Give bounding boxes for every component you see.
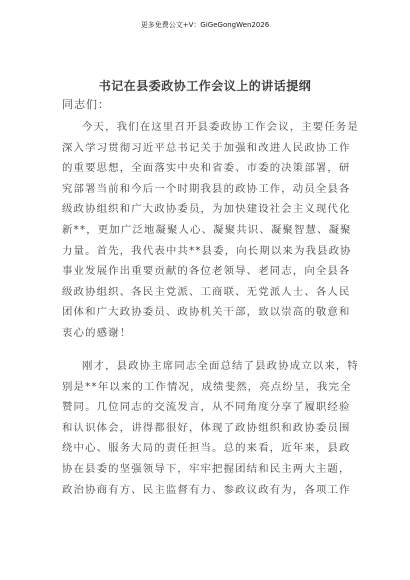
header-note: 更多免费公文+V：GiGeGongWen2026 — [140, 21, 270, 29]
paragraph-2 — [62, 356, 362, 500]
paragraph-1 — [62, 117, 362, 344]
salutation: 同志们： — [62, 98, 110, 111]
paragraph-line: 今天，我们在这里召开县委政协工作会议，主要任务是 — [82, 121, 359, 133]
paragraph-line: 级政协组织、各民主党派、工商联、无党派人士、各人民 — [62, 285, 351, 298]
paragraph-line: 究部署当前和今后一个时期我县的政协工作，动员全县各 — [62, 182, 351, 195]
document-title: 书记在县委政协工作会议上的讲话提纲 — [98, 79, 312, 93]
paragraph-line: 别是**年以来的工作情况，成绩斐然，亮点纷呈，我完全 — [62, 380, 352, 393]
paragraph-line: 的重要思想，全面落实中央和省委、市委的决策部署，研 — [62, 162, 351, 175]
paragraph-line: 新**，更加广泛地凝聚人心、凝聚共识、凝聚智慧、凝聚 — [62, 223, 352, 236]
paragraph-line: 政治协商有方、民主监督有力、参政议政有为，各项工作 — [62, 483, 351, 496]
paragraph-line: 事业发展作出重要贡献的各位老领导、老同志，向全县各 — [62, 265, 351, 278]
paragraph-line: 绕中心、服务大局的责任担当。总的来看，近年来，县政 — [62, 442, 351, 455]
paragraph-line: 和认识体会，讲得都很好，体现了政协组织和政协委员围 — [62, 421, 351, 434]
paragraph-line: 衷心的感谢！ — [62, 326, 132, 339]
paragraph-line: 刚才，县政协主席同志全面总结了县政协成立以来，特 — [82, 360, 359, 372]
paragraph-line: 深入学习贯彻习近平总书记关于加强和改进人民政协工作 — [62, 141, 351, 154]
paragraph-line: 力量。首先，我代表中共**县委，向长期以来为我县政协 — [62, 244, 352, 257]
paragraph-line: 级政协组织和广大政协委员，为加快建设社会主义现代化 — [62, 203, 351, 216]
paragraph-line: 协在县委的坚强领导下，牢牢把握团结和民主两大主题， — [62, 462, 351, 475]
paragraph-line: 赞同。几位同志的交流发言，从不同角度分享了履职经验 — [62, 401, 351, 414]
paragraph-line: 团体和广大政协委员、政协机关干部，致以崇高的敬意和 — [62, 306, 351, 319]
